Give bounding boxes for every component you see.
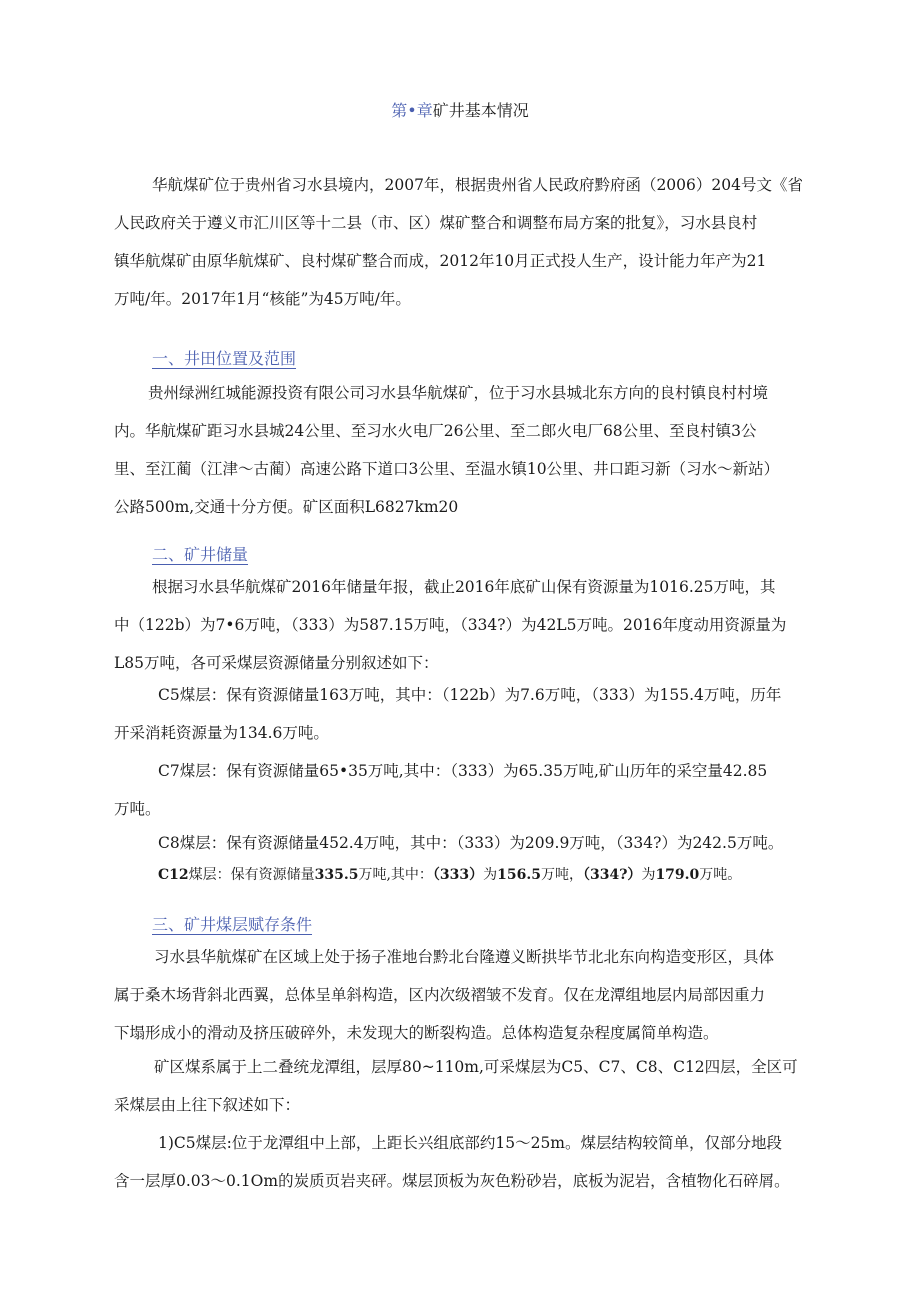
section-heading-location[interactable]: 一、井田位置及范围	[152, 349, 297, 368]
c12-text: 为	[641, 867, 656, 883]
text-line: C5煤层：保有资源储量163万吨，其中：（122b）为7.6万吨，（333）为155.4万吨，历年	[158, 686, 782, 704]
chapter-name: 矿井基本情况	[432, 101, 529, 120]
text-line: 习水县华航煤矿在区域上处于扬子准地台黔北台隆遵义断拱毕节北北东向构造变形区，具体	[154, 948, 775, 966]
text-line: 内。华航煤矿距习水县城24公里、至习水火电厂26公里、至二郎火电厂68公里、至良村镇3公	[114, 422, 757, 440]
c12-seam-code: C12	[158, 867, 189, 883]
text-line: 镇华航煤矿由原华航煤矿、良村煤矿整合而成，2012年10月正式投人生产，设计能力年产为21	[114, 252, 767, 270]
text-line: 贵州绿洲红城能源投资有限公司习水县华航煤矿，位于习水县城北东方向的良村镇良村村境	[148, 384, 769, 402]
c12-text: 万吨,其中：	[358, 867, 433, 883]
c5-seam-paragraph	[114, 1124, 836, 1200]
text-line: 人民政府关于遵义市汇川区等十二县（市、区）煤矿整合和调整布局方案的批复》，习水县良村	[114, 214, 758, 232]
text-line: C7煤层：保有资源储量65•35万吨,其中：（333）为65.35万吨,矿山历年的采空量42.85	[158, 762, 768, 780]
coal-measures-paragraph	[114, 1048, 836, 1124]
section-heading-reserves[interactable]: 二、矿井储量	[152, 545, 249, 564]
c12-paragraph	[114, 856, 836, 894]
text-line	[114, 856, 836, 894]
text-line: 里、至江蔺（江津～古蔺）高速公路下道口3公里、至温水镇10公里、井口距习新（习水～新站）	[114, 460, 780, 478]
c12-value-333: 156.5	[497, 867, 541, 883]
c5-paragraph	[114, 676, 836, 752]
text-line: 中（122b）为7•6万吨，（333）为587.15万吨，（334?）为42L5万吨。2016年度动用资源量为	[114, 616, 787, 634]
location-paragraph	[114, 374, 836, 526]
c12-text: 万吨，	[541, 867, 583, 883]
text-line: 属于桑木场背斜北西翼，总体呈单斜构造，区内次级褶皱不发育。仅在龙潭组地层内局部因重力	[114, 986, 766, 1004]
text-line: 万吨/年。2017年1月“核能”为45万吨/年。	[114, 290, 411, 308]
text-line: L85万吨，各可采煤层资源储量分别叙述如下：	[114, 654, 439, 672]
text-line: 万吨。	[114, 800, 161, 818]
chapter-number: 第•章	[391, 101, 433, 120]
c12-class-334: （334?）	[583, 867, 642, 883]
c7-paragraph	[114, 752, 836, 828]
text-line: 下塌形成小的滑动及挤压破碎外，未发现大的断裂构造。总体构造复杂程度属简单构造。	[114, 1024, 719, 1042]
text-line: 公路500m,交通十分方便。矿区面积L6827km20	[114, 498, 459, 516]
reserves-paragraph	[114, 568, 836, 682]
text-line: 华航煤矿位于贵州省习水县境内，2007年，根据贵州省人民政府黔府函（2006）204号文《省	[152, 176, 803, 194]
c12-text: 为	[483, 867, 498, 883]
c12-text: 煤层：保有资源储量	[188, 867, 315, 883]
c12-value-334: 179.0	[655, 867, 700, 883]
text-line: 根据习水县华航煤矿2016年储量年报，截止2016年底矿山保有资源量为1016.25万吨，其	[152, 578, 776, 596]
section-heading-seam-conditions[interactable]: 三、矿井煤层赋存条件	[152, 915, 313, 934]
text-line: C8煤层：保有资源储量452.4万吨，其中：（333）为209.9万吨，（334?）为242.5万吨。	[158, 834, 784, 852]
text-line: 含一层厚0.03～0.1Om的炭质页岩夹砰。煤层顶板为灰色粉砂岩，底板为泥岩，含植物化石碎屑。	[114, 1172, 790, 1190]
text-line: 矿区煤系属于上二叠统龙潭组，层厚80~110m,可采煤层为C5、C7、C8、C12四层，全区可	[154, 1058, 798, 1076]
text-line: 开采消耗资源量为134.6万吨。	[114, 724, 329, 742]
text-line: 采煤层由上往下叙述如下：	[114, 1096, 301, 1114]
intro-paragraph	[114, 166, 836, 318]
chapter-title	[0, 98, 920, 121]
c12-total: 335.5	[314, 867, 359, 883]
geology-paragraph	[114, 938, 836, 1052]
text-line: 1)C5煤层:位于龙潭组中上部，上距长兴组底部约15～25m。煤层结构较简单，仅部分地段	[158, 1134, 782, 1152]
c12-text: 万吨。	[699, 867, 742, 883]
c12-class-333: （333）	[432, 867, 484, 883]
